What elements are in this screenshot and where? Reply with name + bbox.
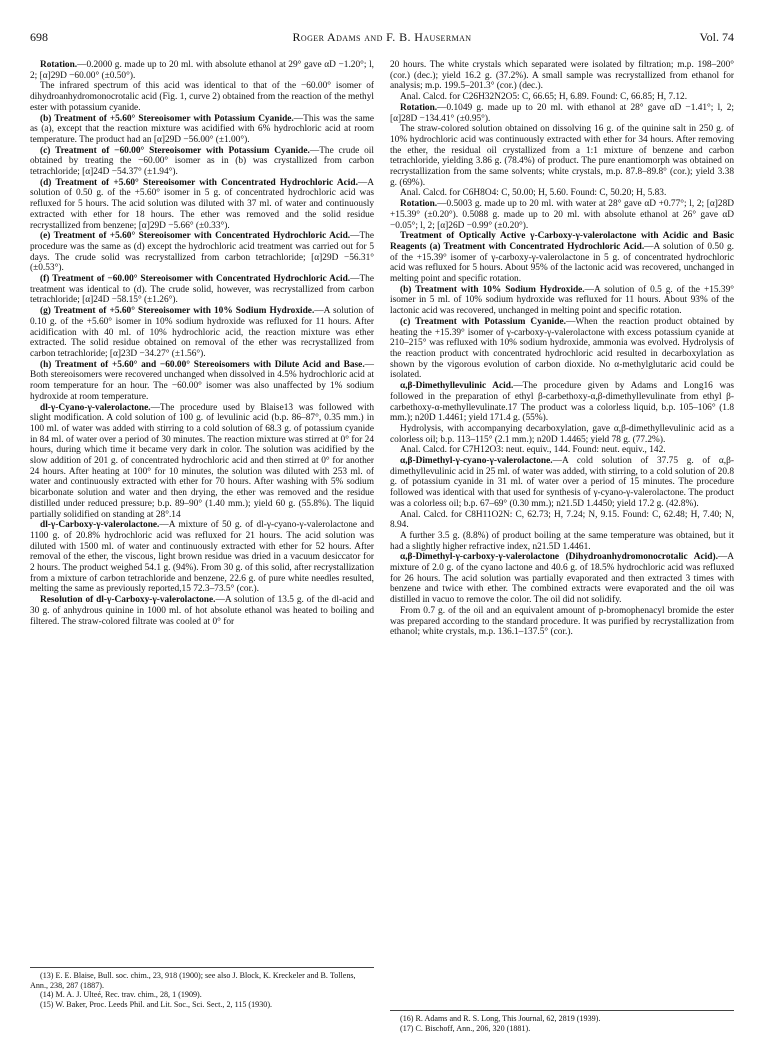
section-heading: Rotation.	[400, 102, 438, 113]
paragraph-text: The straw-colored solution obtained on dissolving 16 g. of the quinine salt in 250 g. of 10% hydrochloric acid was continuously extracted with ether for 34 hours. After removing the ether, the residual oil crystallized from a 1:1 mixture of benzene and carbon tetrachloride, yielding 3.86 g. (78.4%) of product. The pure enantiomorph was obtained on recrystallization from the same solvents; white crystals, m.p. 87.8–89.8° (cor.); yield 3.38 g. (69%).	[390, 124, 734, 188]
paragraph	[390, 510, 734, 531]
paragraph-text: —A solution of 0.5 g. of the +15.39° isomer in 5 ml. of 10% sodium hydroxide was refluxed for 11 hours. About 93% of the lactonic acid was recovered, unchanged in melting point and specific rotation.	[390, 284, 734, 317]
footnote: (17) C. Bischoff, Ann., 206, 320 (1881).	[400, 1023, 531, 1033]
footnotes-right	[390, 1010, 734, 1033]
paragraph-text: —A mixture of 2.0 g. of the cyano lactone and 40.6 g. of 18.5% hydrochloric acid was refluxed for 26 hours. The acid solution was partially evaporated and then extracted 3 times with benzene and twice with ether. The combined extracts were evaporated and the oil was distilled in vacuo to remove the color. The oil did not solidify.	[390, 552, 734, 606]
paragraph	[390, 456, 734, 510]
paragraph-text: —This was the same as (a), except that the reaction mixture was acidified with 6% hydrochloric acid at room temperature. The product had an [α]29D −56.00° (±1.00°).	[30, 113, 375, 145]
footnote: (16) R. Adams and R. S. Long, This Journal, 62, 2819 (1939).	[400, 1014, 601, 1023]
section-heading: α,β-Dimethyl-γ-cyano-γ-valerolactone.	[400, 456, 553, 467]
paragraph	[30, 306, 374, 360]
paragraph	[30, 595, 374, 627]
paragraph	[30, 360, 374, 403]
section-heading: Treatment of Optically Active γ-Carboxy-γ-valerolactone with Acidic and Basic Reagents (a) Treatment with Concentrated Hydrochloric Acid.	[390, 231, 734, 252]
paragraph-text: —The procedure was the same as (d) except the hydrochloric acid treatment was carried out for 5 days. The crude solid was recrystallized from carbon tetrachloride; [α]29D −56.31° (±0.53°).	[30, 231, 374, 274]
paragraph-text: —A solution of 0.50 g. of the +5.60° isomer in 5 g. of concentrated hydrochloric acid was refluxed for 5 hours. The acid solution was diluted with 37 ml. of water and continuously extracted with ether for 18 hours. The ether was removed and the solid residue recrystallized from benzene; [α]29D −5.66° (±0.33°).	[30, 177, 374, 231]
paragraph-text: —A solution of 13.5 g. of the dl-acid and 30 g. of anhydrous quinine in 1000 ml. of hot absolute ethanol was heated to boiling and filtered. The straw-colored filtrate was cooled at 0° for	[30, 595, 374, 627]
paragraph-text: —Both stereoisomers were recovered unchanged when dissolved in 4.5% hydrochloric acid at room temperature for an hour. The −60.00° isomer was also unaffected by 1% sodium hydroxide at room temperature.	[30, 359, 374, 402]
paragraph	[390, 92, 734, 103]
paragraph-text: Anal. Calcd. for C26H32N2O5: C, 66.65; H, 6.89. Found: C, 66.85; H, 7.12.	[400, 92, 688, 103]
paragraph-text: From 0.7 g. of the oil and an equivalent amount of p-bromophenacyl bromide the ester was prepared according to the standard procedure. It was purified by recrystallization from ethanol; white crystals, m.p. 136.1–137.5° (cor.).	[390, 605, 734, 638]
paragraph-text: —The crude oil obtained by treating the −60.00° isomer as in (b) was crystallized from carbon tetrachloride; [α]24D −54.37° (±1.94°).	[30, 145, 375, 178]
section-heading: Resolution of dl-γ-Carboxy-γ-valerolactone.	[40, 595, 216, 606]
paragraph	[390, 60, 734, 92]
right-column	[390, 60, 734, 638]
paragraph	[390, 317, 734, 381]
footnote: (13) E. E. Blaise, Bull. soc. chim., 23, 918 (1900); see also J. Block, K. Kreckeler and B. Tollens, Ann., 238, 287 (1887).	[30, 971, 356, 990]
section-heading: Rotation.	[40, 60, 78, 70]
paragraph	[30, 520, 374, 595]
section-heading: (g) Treatment of +5.60° Stereoisomer with 10% Sodium Hydroxide.	[40, 306, 315, 317]
paragraph-text: —A mixture of 50 g. of dl-γ-cyano-γ-valerolactone and 1100 g. of 20.8% hydrochloric acid was refluxed for 21 hours. The acid solution was diluted with 1500 ml. of water and continuously extracted with ether for 52 hours. After removal of the ether, the viscous, light brown residue was dried in a vacuum desiccator for 2 hours. The product weighed 54.1 g. (94%). From 30 g. of this solid, after recrystallization from a mixture of carbon tetrachloride and benzene, 22.6 g. of pure white needles resulted, melting the same as previously reported,15 72.3–73.5° (cor.).	[30, 520, 374, 595]
paragraph	[390, 199, 734, 231]
section-heading: (c) Treatment of −60.00° Stereoisomer with Potassium Cyanide.	[40, 145, 310, 156]
paragraph-text: —A solution of 0.10 g. of the +5.60° isomer in 10% sodium hydroxide was refluxed for 11 hours. After acidification with 40 ml. of 10% hydrochloric acid, the reaction mixture was ether extracted. The solid residue obtained on removal of the ether was recrystallized from carbon tetrachloride; [α]23D −34.27° (±1.56°).	[30, 306, 374, 359]
footnotes-left	[30, 967, 374, 1009]
paragraph-text: —When the reaction product obtained by heating the +15.39° isomer of γ-carboxy-γ-valerolactone with excess potassium cyanide at 210–215° was refluxed with 10% sodium hydroxide, ammonia was evolved. Hydrolysis of the reaction product with concentrated hydrochloric acid resulted in decarboxylation as shown by the vigorous evolution of carbon dioxide. No α-methylglutaric acid could be isolated.	[390, 316, 734, 381]
paragraph	[30, 81, 374, 113]
paragraph-text: —The treatment was identical to (d). The crude solid, however, was recrystallized from carbon tetrachloride; [α]24D −58.15° (±1.26°).	[30, 274, 374, 306]
paragraph	[390, 445, 734, 456]
left-column	[30, 60, 374, 627]
paragraph	[390, 424, 734, 445]
section-heading: (e) Treatment of +5.60° Stereoisomer with Concentrated Hydrochloric Acid.	[40, 231, 351, 242]
section-heading: α,β-Dimethyllevulinic Acid.	[400, 381, 514, 392]
section-heading: (b) Treatment of +5.60° Stereoisomer with Potassium Cyanide.	[40, 113, 294, 124]
paragraph	[390, 552, 734, 606]
paragraph-text: Anal. Calcd. for C8H11O2N: C, 62.73; H, 7.24; N, 9.15. Found: C, 62.48; H, 7.40; N, 8.94.	[390, 509, 734, 531]
paragraph	[30, 231, 374, 274]
section-heading: (c) Treatment with Potassium Cyanide.	[400, 316, 566, 327]
paragraph	[30, 178, 374, 232]
paragraph	[30, 403, 374, 521]
section-heading: (d) Treatment of +5.60° Stereoisomer with Concentrated Hydrochloric Acid.	[40, 177, 358, 188]
paragraph-text: —The procedure used by Blaise13 was followed with slight modification. A cold solution of 100 g. of levulinic acid (b.p. 86–87°, 0.35 mm.) in 100 ml. of water was added with stirring to a cold solution of 68.3 g. of potassium cyanide in 84 ml. of water over a period of 30 minutes. The reaction mixture was stirred at 0° for 24 hours, during which time it became very dark in color. The solution was acidified by the slow addition of 201 g. of concentrated hydrochloric acid and then stirred at 0° for another 24 hours. After heating at 100° for 10 minutes, the solution was diluted with 253 ml. of water and continuously extracted with ether for 70 hours. After washing with 5% sodium bicarbonate solution and water and then drying, the ether was removed and the residue distilled under reduced pressure; b.p. 89–90° (1.40 mm.); yield 60 g. (55.8%). The liquid partially solidified on standing at 28°.14	[30, 402, 374, 520]
paragraph-text: Anal. Calcd. for C6H8O4: C, 50.00; H, 5.60. Found: C, 50.20; H, 5.83.	[400, 188, 667, 199]
paragraph	[390, 606, 734, 638]
paragraph	[390, 188, 734, 199]
section-heading: dl-γ-Cyano-γ-valerolactone.	[40, 402, 151, 413]
paragraph	[30, 274, 374, 306]
paragraph	[390, 124, 734, 188]
paragraph-text: The infrared spectrum of this acid was identical to that of the −60.00° isomer of dihydroanhydromonocrotalic acid (Fig. 1, curve 2) obtained from the reaction of the methyl ester with potassium cyanide.	[30, 81, 374, 113]
paragraph	[390, 531, 734, 552]
paragraph	[30, 146, 374, 178]
running-header	[30, 30, 734, 46]
paragraph	[390, 103, 734, 124]
running-title: Roger Adams and F. B. Hauserman	[292, 30, 472, 44]
page-number: 698	[30, 30, 48, 44]
paragraph-text: —0.5003 g. made up to 20 ml. with water at 28° gave αD +0.77°; l, 2; [α]28D +15.39° (±0.20°). 0.5088 g. made up to 20 ml. with absolute ethanol at 26° gave αD −0.05°; l, 2; [α]26D −0.99° (±0.20°).	[390, 199, 734, 231]
volume-label: Vol. 74	[699, 30, 734, 44]
paragraph-text: A further 3.5 g. (8.8%) of product boiling at the same temperature was obtained, but it had a slightly higher refractive index, n21.5D 1.4461.	[390, 530, 734, 552]
section-heading: (h) Treatment of +5.60° and −60.00° Stereoisomers with Dilute Acid and Base.	[40, 359, 365, 370]
section-heading: (f) Treatment of −60.00° Stereoisomer with Concentrated Hydrochloric Acid.	[40, 274, 351, 285]
section-heading: Rotation.	[400, 199, 438, 210]
paragraph	[390, 231, 734, 285]
paragraph-text: —0.2000 g. made up to 20 ml. with absolute ethanol at 29° gave αD −1.20°; l, 2; [α]29D −60.00° (±0.50°).	[30, 60, 374, 81]
paragraph	[390, 381, 734, 424]
paragraph-text: —The procedure given by Adams and Long16 was followed in the preparation of ethyl β-carbethoxy-α,β-dimethyllevulinate from ethyl β-carbethoxy-α-methyllevulinate.17 The product was a colorless liquid, b.p. 105–106° (1.8 mm.); n20D 1.4461; yield 171.4 g. (55%).	[390, 381, 734, 424]
paragraph-text: Hydrolysis, with accompanying decarboxylation, gave α,β-dimethyllevulinic acid as a colorless oil; b.p. 113–115° (2.1 mm.); n20D 1.4465; yield 78 g. (77.2%).	[390, 423, 734, 445]
section-heading: (b) Treatment with 10% Sodium Hydroxide.	[400, 284, 585, 295]
footnote: (14) M. A. J. Ulteé, Rec. trav. chim., 28, 1 (1909).	[40, 990, 202, 1000]
paragraph	[390, 285, 734, 317]
paragraph-text: —A solution of 0.50 g. of the +15.39° isomer of γ-carboxy-γ-valerolactone in 5 g. of concentrated hydrochloric acid was refluxed for 5 hours. About 95% of the lactonic acid was recovered, unchanged in melting point and specific rotation.	[390, 241, 734, 285]
section-heading: α,β-Dimethyl-γ-carboxy-γ-valerolactone (Dihydroanhydromonocrotalic Acid).	[400, 552, 718, 563]
footnote: (15) W. Baker, Proc. Leeds Phil. and Lit. Soc., Sci. Sect., 2, 115 (1930).	[40, 999, 273, 1009]
section-heading: dl-γ-Carboxy-γ-valerolactone.	[40, 520, 160, 531]
paragraph-text: 20 hours. The white crystals which separated were isolated by filtration; m.p. 198–200° (cor.) (dec.); yield 16.2 g. (37.2%). A small sample was recrystallized from ethanol for analysis; m.p. 199.5–201.3° (cor.) (dec.).	[390, 60, 734, 92]
paragraph-text: —0.1049 g. made up to 20 ml. with ethanol at 28° gave αD −1.41°; l, 2; [α]28D −134.41° (±0.95°).	[390, 102, 734, 124]
paragraph-text: Anal. Calcd. for C7H12O3: neut. equiv., 144. Found: neut. equiv., 142.	[400, 445, 666, 456]
paragraph-text: —A cold solution of 37.75 g. of α,β-dimethyllevulinic acid in 25 ml. of water was added, with stirring, to a cold solution of 20.8 g. of potassium cyanide in 31 ml. of water over a period of 15 minutes. The procedure followed was identical with that used for synthesis of γ-cyano-γ-valerolactone. The product was a colorless oil; b.p. 67–69° (0.30 mm.); n21.5D 1.4450; yield 17.2 g. (42.8%).	[390, 456, 734, 509]
paragraph	[30, 60, 374, 81]
paragraph	[30, 114, 374, 146]
